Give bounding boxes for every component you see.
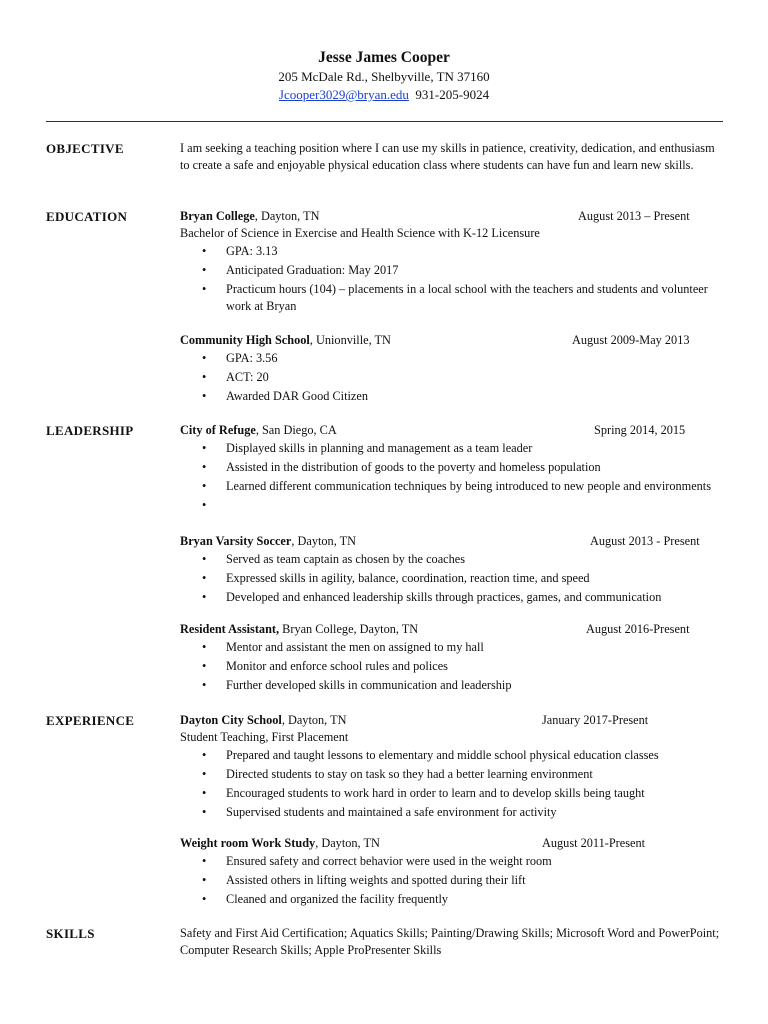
list-item: • Directed students to stay on task so they had a better learning environment [180, 766, 720, 783]
entry-date: August 2013 - Present [590, 534, 700, 548]
list-item: • Assisted in the distribution of goods to the poverty and homeless population [180, 459, 720, 476]
entry-date: August 2016-Present [586, 622, 690, 636]
entry-subtitle: Bachelor of Science in Exercise and Health Science with K-12 Licensure [180, 226, 540, 240]
entry-bullets [180, 350, 720, 405]
list-item: • Cleaned and organized the facility frequently [180, 891, 720, 908]
entry-location: Bryan College, Dayton, TN [279, 622, 419, 636]
entry-date: Spring 2014, 2015 [594, 423, 686, 437]
list-item: • Further developed skills in communication and leadership [180, 677, 720, 694]
list-item: • Ensured safety and correct behavior were used in the weight room [180, 853, 720, 870]
entry-bullets [180, 853, 720, 908]
entry-header [180, 332, 720, 349]
entry-location: , Dayton, TN [291, 534, 357, 548]
entry-bullets [180, 243, 720, 315]
list-item: • ACT: 20 [180, 369, 720, 386]
entry-header [180, 422, 720, 439]
entry-header [180, 835, 720, 852]
phone-number: 931-205-9024 [415, 87, 490, 102]
entry-org: City of Refuge [180, 423, 256, 437]
entry-bullets [180, 639, 720, 694]
list-item: • Developed and enhanced leadership skills through practices, games, and communication [180, 589, 720, 606]
section-label-leadership: LEADERSHIP [46, 423, 134, 438]
entry-date: August 2011-Present [542, 836, 646, 850]
entry-date: January 2017-Present [542, 713, 649, 727]
list-item: • Monitor and enforce school rules and polices [180, 658, 720, 675]
section-label-skills: SKILLS [46, 926, 95, 941]
entry-location: , Dayton, TN [254, 209, 320, 223]
entry-bullets [180, 551, 720, 606]
section-label-experience: EXPERIENCE [46, 713, 135, 728]
entry-header [180, 621, 720, 638]
list-item: • GPA: 3.56 [180, 350, 720, 367]
entry-location: , San Diego, CA [255, 423, 337, 437]
list-item: • Displayed skills in planning and management as a team leader [180, 440, 720, 457]
list-item: • Practicum hours (104) – placements in a local school with the teachers and students and volunteer work at Bryan [180, 281, 720, 315]
entry-location: , Unionville, TN [309, 333, 391, 347]
list-item: • Supervised students and maintained a safe environment for activity [180, 804, 720, 821]
entry-header [180, 533, 720, 550]
entry-bullets [180, 440, 720, 514]
entry-org: Bryan Varsity Soccer [180, 534, 292, 548]
address: 205 McDale Rd., Shelbyville, TN 37160 [278, 69, 490, 84]
list-item: • Served as team captain as chosen by the coaches [180, 551, 720, 568]
list-item: • Awarded DAR Good Citizen [180, 388, 720, 405]
list-item: • Expressed skills in agility, balance, coordination, reaction time, and speed [180, 570, 720, 587]
entry-org: Community High School [180, 333, 310, 347]
entry-location: , Dayton, TN [315, 836, 380, 850]
entry-org: Resident Assistant, [180, 622, 280, 636]
entry-date: August 2009-May 2013 [572, 333, 690, 347]
list-item: • Prepared and taught lessons to elementary and middle school physical education classes [180, 747, 720, 764]
email-link[interactable]: Jcooper3029@bryan.edu [278, 87, 409, 102]
objective-text: I am seeking a teaching position where I can use my skills in patience, creativity, dedication, and enthusiasm to create a safe and enjoyable physical education class where students can have fun and learn new skills. [180, 141, 715, 172]
list-item: • Anticipated Graduation: May 2017 [180, 262, 720, 279]
list-item: • Mentor and assistant the men on assigned to my hall [180, 639, 720, 656]
skills-text: Safety and First Aid Certification; Aquatics Skills; Painting/Drawing Skills; Microsoft Word and PowerPoint; Computer Research Skills; Apple ProPresenter Skills [180, 926, 720, 957]
entry-location: , Dayton, TN [281, 713, 347, 727]
resume-header [0, 48, 768, 104]
entry-org: Weight room Work Study [180, 836, 316, 850]
list-item: • GPA: 3.13 [180, 243, 720, 260]
list-item [180, 497, 720, 514]
section-label-objective: OBJECTIVE [46, 141, 124, 156]
applicant-name: Jesse James Cooper [318, 49, 450, 66]
list-item: • Assisted others in lifting weights and spotted during their lift [180, 872, 720, 889]
entry-date: August 2013 – Present [578, 209, 690, 223]
entry-header [180, 208, 720, 225]
entry-org: Dayton City School [180, 713, 282, 727]
header-divider [46, 121, 723, 122]
entry-subtitle: Student Teaching, First Placement [180, 730, 349, 744]
list-item: • Encouraged students to work hard in order to learn and to develop skills being taught [180, 785, 720, 802]
list-item: • Learned different communication techniques by being introduced to new people and environments [180, 478, 720, 495]
contact-line [0, 86, 768, 104]
section-label-education: EDUCATION [46, 209, 128, 224]
entry-bullets [180, 747, 720, 821]
entry-header [180, 712, 720, 729]
entry-org: Bryan College [180, 209, 255, 223]
